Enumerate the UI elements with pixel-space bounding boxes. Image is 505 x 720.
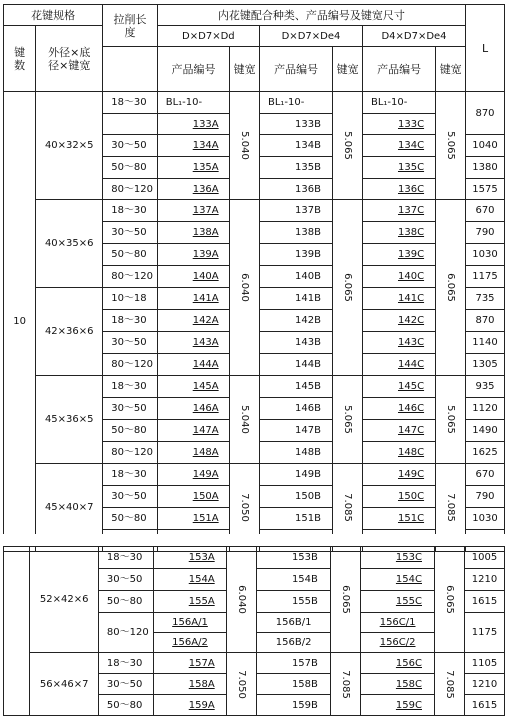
- length-cell: 18～30: [98, 547, 153, 569]
- L-cell: 1030: [466, 244, 505, 266]
- length-cell: 80～120: [98, 613, 153, 653]
- product-a: 151A: [157, 508, 230, 530]
- length-cell: 50～80: [103, 420, 158, 442]
- length-cell: 30～50: [98, 569, 153, 591]
- product-a: 140A: [157, 266, 230, 288]
- width-b: 7.085: [333, 464, 363, 552]
- L-cell: 1005: [464, 547, 504, 569]
- product-a: 153A: [153, 547, 227, 569]
- product-b: 148B: [259, 442, 332, 464]
- L-cell: 870: [466, 310, 505, 332]
- L-cell: 670: [466, 464, 505, 486]
- product-b: 154B: [256, 569, 330, 591]
- fit-a-header: D×D7×Dd: [157, 26, 259, 47]
- width-b: 5.065: [333, 92, 363, 200]
- product-a: 147A: [157, 420, 230, 442]
- product-a: 150A: [157, 486, 230, 508]
- length-cell: 18～30: [103, 310, 158, 332]
- product-b: 159B: [256, 695, 330, 716]
- L-cell: 790: [466, 486, 505, 508]
- product-b: 156B/2: [256, 633, 330, 653]
- L-cell: 1210: [464, 674, 504, 695]
- spline-table-lower: [3, 546, 505, 716]
- width-a: 6.040: [230, 200, 260, 376]
- product-c: 151C: [362, 508, 435, 530]
- product-c: 159C: [360, 695, 434, 716]
- product-a: 141A: [157, 288, 230, 310]
- key-count-header: 键数: [4, 26, 36, 92]
- spec-cell: 40×35×6: [36, 200, 103, 288]
- L-cell: 1490: [466, 420, 505, 442]
- product-c: 142C: [362, 310, 435, 332]
- width-b: 6.065: [331, 547, 361, 653]
- L-cell: 1120: [466, 398, 505, 420]
- product-b: 146B: [259, 398, 332, 420]
- product-a: 159A: [153, 695, 227, 716]
- L-cell: 735: [466, 288, 505, 310]
- product-b: 158B: [256, 674, 330, 695]
- product-a: 148A: [157, 442, 230, 464]
- broach-length-spacer: [103, 47, 158, 92]
- product-a: 143A: [157, 332, 230, 354]
- product-no-header: 产品编号: [362, 47, 435, 92]
- product-c: 135C: [362, 157, 435, 179]
- length-cell: 30～50: [103, 222, 158, 244]
- product-c: 145C: [362, 376, 435, 398]
- product-a: 144A: [157, 354, 230, 376]
- fit-c-header: D4×D7×De4: [362, 26, 465, 47]
- product-no-header: 产品编号: [259, 47, 332, 92]
- length-cell: 30～50: [103, 398, 158, 420]
- L-cell: 670: [466, 200, 505, 222]
- spec-cell: 42×36×6: [36, 288, 103, 376]
- length-cell: 30～50: [103, 486, 158, 508]
- spec-cell: 52×42×6: [30, 547, 98, 653]
- width-a: 7.050: [230, 464, 260, 552]
- product-c: 136C: [362, 179, 435, 200]
- L-cell: 790: [466, 222, 505, 244]
- product-a: 137A: [157, 200, 230, 222]
- width-a: 5.040: [230, 376, 260, 464]
- product-b: 142B: [259, 310, 332, 332]
- product-b: 136B: [259, 179, 332, 200]
- product-c: 156C/1: [360, 613, 434, 633]
- product-b: 135B: [259, 157, 332, 179]
- width-c: 6.065: [436, 200, 466, 376]
- key-width-header: 键宽: [230, 47, 260, 92]
- product-b: 155B: [256, 591, 330, 613]
- length-cell: 30～50: [103, 332, 158, 354]
- spec-cell: 40×32×5: [36, 92, 103, 200]
- product-b: 139B: [259, 244, 332, 266]
- product-a: 133A: [157, 114, 230, 135]
- spline-table-upper: [3, 4, 505, 552]
- L-cell: 1105: [464, 653, 504, 674]
- product-c: 134C: [362, 135, 435, 157]
- width-c: 5.065: [436, 92, 466, 200]
- product-c: 146C: [362, 398, 435, 420]
- product-a: 149A: [157, 464, 230, 486]
- product-c: 153C: [360, 547, 434, 569]
- product-c: 155C: [360, 591, 434, 613]
- length-cell: 80～120: [103, 179, 158, 200]
- width-b: 7.085: [331, 653, 361, 716]
- product-c: 150C: [362, 486, 435, 508]
- product-c: 144C: [362, 354, 435, 376]
- product-c: 138C: [362, 222, 435, 244]
- L-cell: 935: [466, 376, 505, 398]
- length-cell: 10～18: [103, 288, 158, 310]
- product-b: 138B: [259, 222, 332, 244]
- product-a: BL₁-10-: [157, 92, 230, 114]
- product-a: 158A: [153, 674, 227, 695]
- length-cell: 30～50: [103, 135, 158, 157]
- length-cell: 30～50: [98, 674, 153, 695]
- product-b: 143B: [259, 332, 332, 354]
- product-b: 151B: [259, 508, 332, 530]
- width-c: 6.065: [435, 547, 465, 653]
- product-c: 147C: [362, 420, 435, 442]
- product-a: 154A: [153, 569, 227, 591]
- key-width-header: 键宽: [333, 47, 363, 92]
- product-c: 133C: [362, 114, 435, 135]
- L-cell: 1040: [466, 135, 505, 157]
- product-c: 148C: [362, 442, 435, 464]
- length-cell: [103, 114, 158, 135]
- L-cell: 1615: [464, 695, 504, 716]
- length-cell: 18～30: [98, 653, 153, 674]
- length-cell: 80～120: [103, 442, 158, 464]
- L-cell: 870: [466, 92, 505, 135]
- length-cell: 50～80: [103, 157, 158, 179]
- width-a: 5.040: [230, 92, 260, 200]
- product-c: 149C: [362, 464, 435, 486]
- product-a: 145A: [157, 376, 230, 398]
- fit-types-header: 内花键配合种类、产品编号及键宽尺寸: [157, 5, 465, 26]
- width-a: 6.040: [227, 547, 257, 653]
- length-cell: 18～30: [103, 376, 158, 398]
- width-c: 7.085: [435, 653, 465, 716]
- product-a: 155A: [153, 591, 227, 613]
- product-c: 156C: [360, 653, 434, 674]
- product-c: 156C/2: [360, 633, 434, 653]
- product-b: 137B: [259, 200, 332, 222]
- length-cell: 50～80: [103, 244, 158, 266]
- spec-cell: 45×36×5: [36, 376, 103, 464]
- width-b: 6.065: [333, 200, 363, 376]
- product-b: 147B: [259, 420, 332, 442]
- L-header: L: [466, 5, 505, 92]
- length-cell: 18～30: [103, 92, 158, 114]
- key-count-cell: [4, 547, 30, 716]
- product-b: 153B: [256, 547, 330, 569]
- product-b: 157B: [256, 653, 330, 674]
- product-c: 137C: [362, 200, 435, 222]
- L-cell: 1140: [466, 332, 505, 354]
- product-b: 140B: [259, 266, 332, 288]
- L-cell: 1575: [466, 179, 505, 200]
- spec-cell: 56×46×7: [30, 653, 98, 716]
- product-b: 145B: [259, 376, 332, 398]
- product-a: 136A: [157, 179, 230, 200]
- L-cell: 1305: [466, 354, 505, 376]
- width-c: 7.085: [436, 464, 466, 552]
- product-a: 146A: [157, 398, 230, 420]
- product-b: BL₁-10-: [259, 92, 332, 114]
- product-a: 156A/1: [153, 613, 227, 633]
- width-c: 5.065: [436, 376, 466, 464]
- product-b: 149B: [259, 464, 332, 486]
- product-c: 141C: [362, 288, 435, 310]
- spline-spec-header: 花键规格: [4, 5, 103, 26]
- spec-cell: 45×40×7: [36, 464, 103, 552]
- product-a: 142A: [157, 310, 230, 332]
- key-width-header: 键宽: [436, 47, 466, 92]
- L-cell: 1175: [466, 266, 505, 288]
- product-c: BL₁-10-: [362, 92, 435, 114]
- product-c: 140C: [362, 266, 435, 288]
- length-cell: 18～30: [103, 464, 158, 486]
- L-cell: 1615: [464, 591, 504, 613]
- key-count-cell: 10: [4, 92, 36, 552]
- product-b: 156B/1: [256, 613, 330, 633]
- length-cell: 50～80: [103, 508, 158, 530]
- od-id-width-header: 外径×底径×键宽: [36, 26, 103, 92]
- length-cell: 50～80: [98, 591, 153, 613]
- page-gap: [0, 534, 505, 546]
- length-cell: 80～120: [103, 266, 158, 288]
- product-b: 141B: [259, 288, 332, 310]
- product-b: 150B: [259, 486, 332, 508]
- broach-length-header: 拉削长度: [103, 5, 158, 47]
- width-b: 5.065: [333, 376, 363, 464]
- L-cell: 1030: [466, 508, 505, 530]
- product-b: 133B: [259, 114, 332, 135]
- product-a: 157A: [153, 653, 227, 674]
- fit-b-header: D×D7×De4: [259, 26, 362, 47]
- L-cell: 1625: [466, 442, 505, 464]
- product-no-header: 产品编号: [157, 47, 230, 92]
- product-c: 139C: [362, 244, 435, 266]
- product-a: 139A: [157, 244, 230, 266]
- product-a: 138A: [157, 222, 230, 244]
- product-c: 158C: [360, 674, 434, 695]
- product-c: 143C: [362, 332, 435, 354]
- product-a: 134A: [157, 135, 230, 157]
- L-cell: 1380: [466, 157, 505, 179]
- length-cell: 50～80: [98, 695, 153, 716]
- width-a: 7.050: [227, 653, 257, 716]
- length-cell: 18～30: [103, 200, 158, 222]
- product-b: 144B: [259, 354, 332, 376]
- product-b: 134B: [259, 135, 332, 157]
- L-cell: 1210: [464, 569, 504, 591]
- product-a: 135A: [157, 157, 230, 179]
- product-a: 156A/2: [153, 633, 227, 653]
- L-cell: 1175: [464, 613, 504, 653]
- length-cell: 80～120: [103, 354, 158, 376]
- product-c: 154C: [360, 569, 434, 591]
